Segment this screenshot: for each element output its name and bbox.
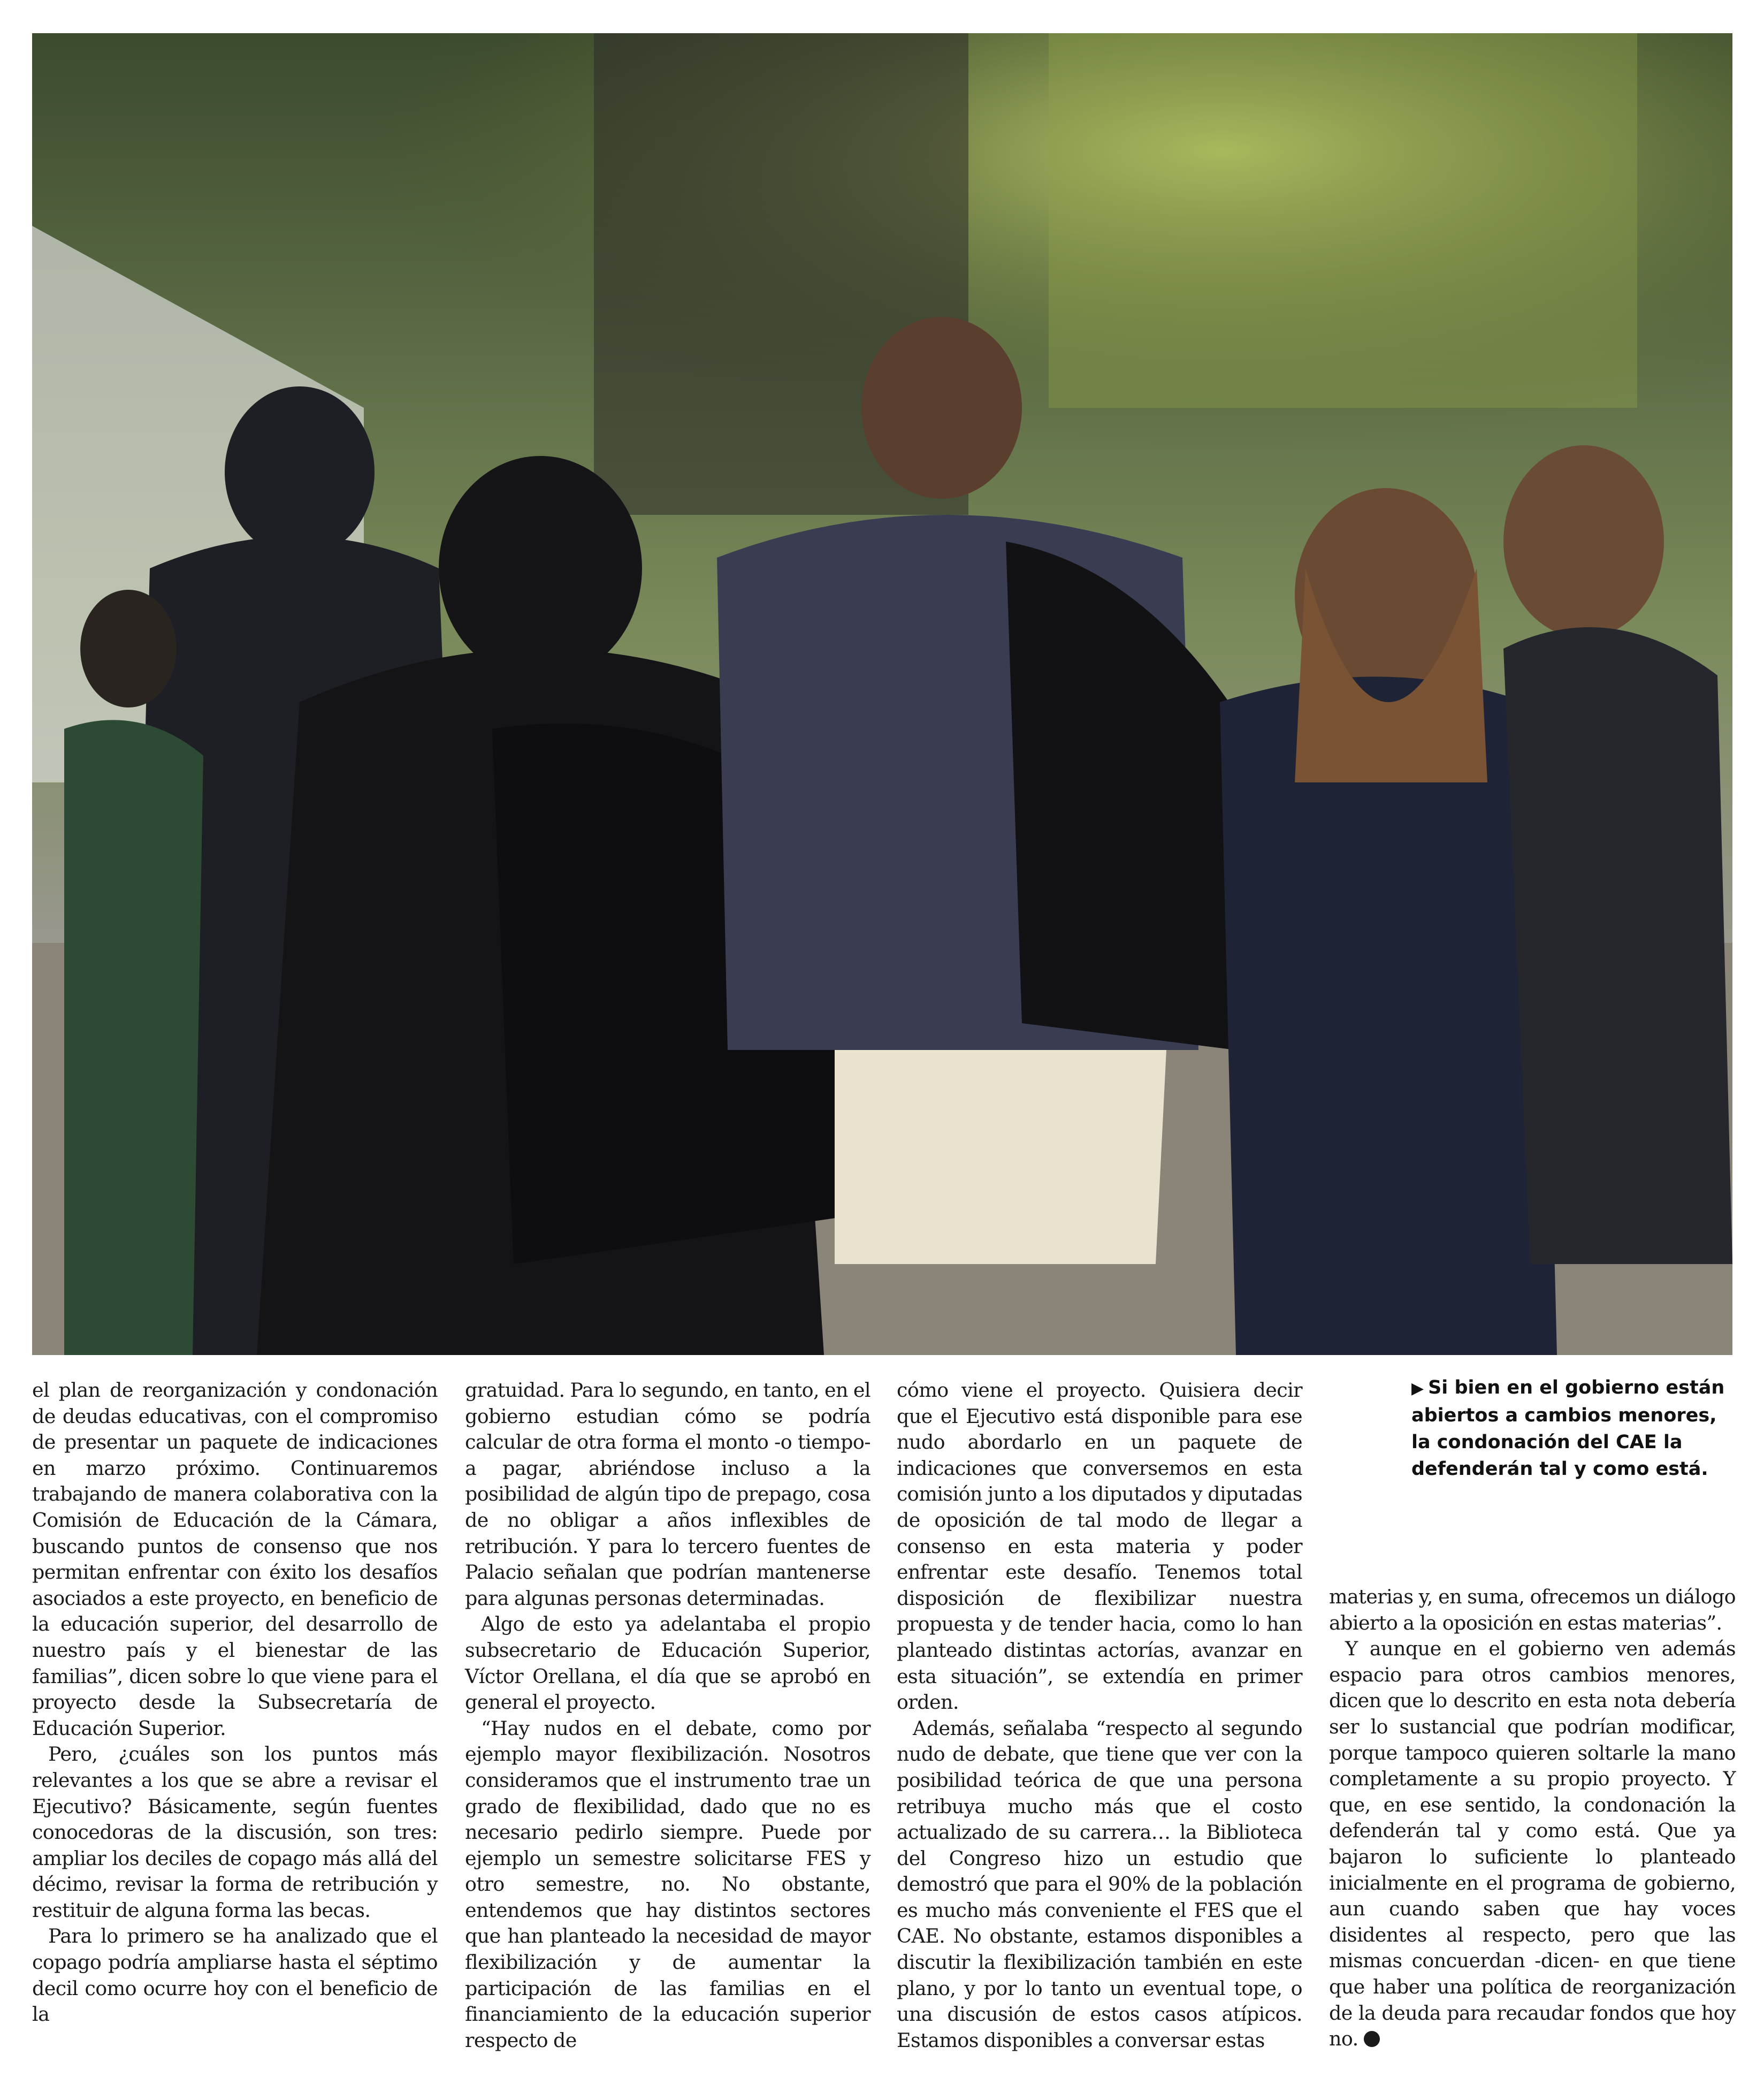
- paragraph: gratuidad. Para lo segundo, en tanto, en el gobierno estudian cómo se podría calcular de otra forma el monto -o tiempo- a pagar, abriéndose incluso a la posibilidad de algún tipo de prepago, cosa de no obligar a años inflexibles de retribución. Y para lo tercero fuentes de Palacio señalan que podrían mantenerse para algunas personas determinadas.: [465, 1379, 870, 1610]
- paragraph: Algo de esto ya adelantaba el propio subsecretario de Educación Superior, Víctor Orellana, el día que se aprobó en general el proyecto.: [465, 1612, 870, 1714]
- paragraph: materias y, en suma, ofrecemos un diálogo abierto a la oposición en estas materias”.: [1329, 1585, 1736, 1634]
- paragraph: [1329, 1636, 1736, 2052]
- paragraph: Pero, ¿cuáles son los puntos más relevantes a los que se abre a revisar el Ejecutivo? Básicamente, según fuentes conocedoras de la discusión, son tres: ampliar los deciles de copago más allá del décimo, revisar la forma de retribución y restituir de alguna forma las becas.: [32, 1742, 438, 1922]
- article-photo: [32, 33, 1732, 1355]
- callout-text: Si bien en el gobierno están abiertos a cambios menores, la condonación del CAE la defenderán tal y como está.: [1411, 1377, 1725, 1480]
- end-of-article-dot-icon: [1364, 2031, 1380, 2047]
- paragraph: Además, señalaba “respecto al segundo nudo de debate, que tiene que ver con la posibilidad teórica de que una persona retribuya mucho más que el costo actualizado de su carrera… la Biblioteca del Congreso hizo un estudio que demostró que para el 90% de la población es mucho más conveniente el FES que el CAE. No obstante, estamos disponibles a discutir la flexibilización también en este plano, y por lo tanto un eventual tope, o una discusión de estos casos atípicos. Estamos disponibles a conversar estas: [897, 1716, 1302, 2052]
- paragraph: Para lo primero se ha analizado que el copago podría ampliarse hasta el séptimo decil como ocurre hoy con el beneficio de la: [32, 1924, 438, 2026]
- paragraph-text: Y aunque en el gobierno ven además espacio para otros cambios menores, dicen que lo descrito en esta nota debería ser lo sustancial que podrían modificar, porque tampoco quieren soltarle la mano completamente a su propio proyecto. Y que, en ese sentido, la condonación la defenderán tal y como está. Que ya bajaron lo suficiente lo planteado inicialmente en el programa de gobierno, aun cuando saben que hay voces disidentes al respecto, pero que las mismas concuerdan -dicen- en que tiene que haber una política de reorganización de la deuda para recaudar fondos que hoy no.: [1329, 1637, 1736, 2051]
- pull-quote-callout: [1411, 1374, 1732, 1482]
- paragraph: el plan de reorganización y condonación de deudas educativas, con el compromiso de presentar un paquete de indicaciones en marzo próximo. Continuaremos trabajando de manera colaborativa con la Comisión de Educación de la Cámara, buscando puntos de consenso que nos permitan enfrentar con éxito los desafíos asociados a este proyecto, en beneficio de la educación superior, del desarrollo de nuestro país y el bienestar de las familias”, dicen sobre lo que viene para el proyecto desde la Subsecretaría de Educación Superior.: [32, 1379, 438, 1740]
- article-column-3: [897, 1378, 1302, 2053]
- triangle-right-icon: ▶: [1411, 1379, 1424, 1398]
- students-walking-photo: [32, 33, 1732, 1355]
- article-column-4: [1329, 1584, 1736, 2052]
- paragraph: “Hay nudos en el debate, como por ejemplo mayor flexibilización. Nosotros consideramos que el instrumento trae un grado de flexibilidad, dado que no es necesario pedirlo siempre. Puede por ejemplo un semestre solicitarse FES y otro semestre, no. No obstante, entendemos que hay distintos sectores que han planteado la necesidad de mayor flexibilización y de aumentar la participación de las familias en el financiamiento de la educación superior respecto de: [465, 1716, 870, 2052]
- paragraph: cómo viene el proyecto. Quisiera decir que el Ejecutivo está disponible para ese nudo abordarlo en un paquete de indicaciones que conversemos en esta comisión junto a los diputados y diputadas de oposición de tal modo de llegar a consenso en esta materia y poder enfrentar este desafío. Tenemos total disposición de flexibilizar nuestra propuesta y de tender hacia, como lo han planteado distintas actorías, avanzar en esta situación”, se extendía en primer orden.: [897, 1379, 1302, 1714]
- article-column-2: [465, 1378, 870, 2053]
- article-column-1: [32, 1378, 438, 2028]
